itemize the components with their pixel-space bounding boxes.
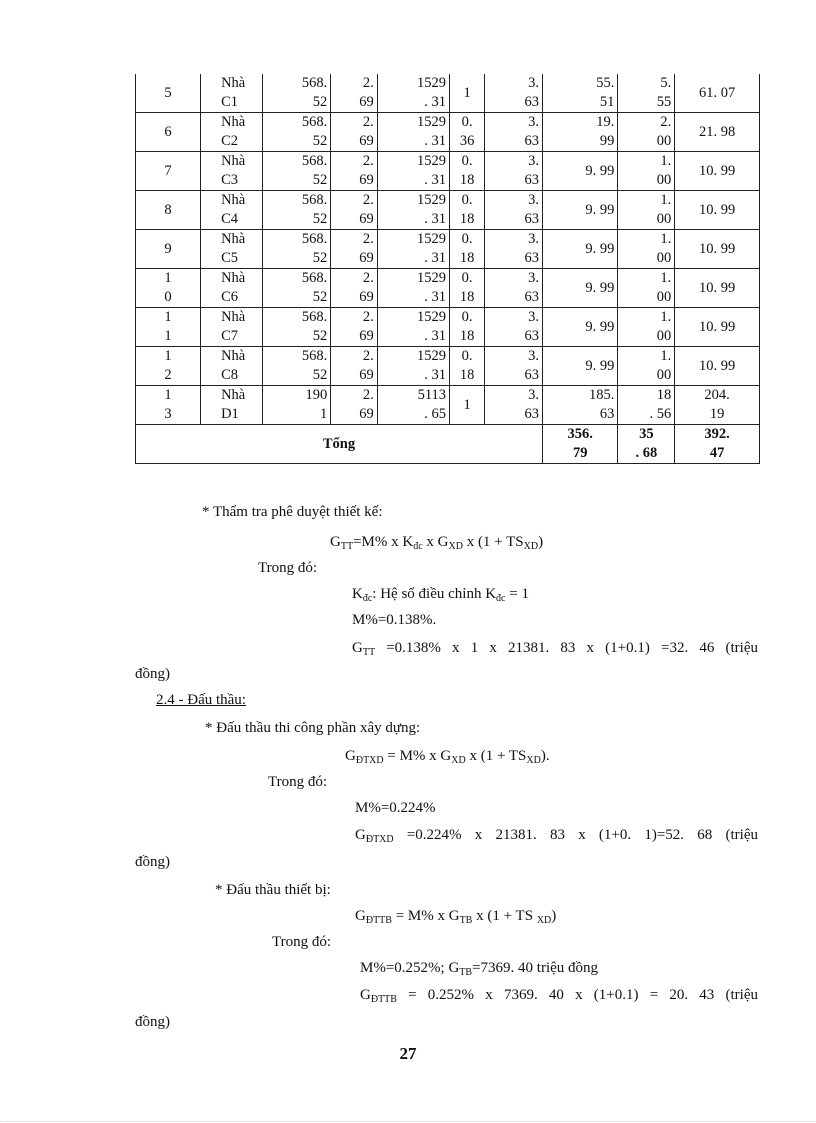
cell-building: Nhà C4: [201, 191, 263, 230]
cell-col5: 3. 63: [485, 269, 543, 308]
cell-col7: 5. 55: [618, 74, 675, 113]
cell-col5: 3. 63: [485, 152, 543, 191]
cell-col3: 1529 . 31: [377, 269, 449, 308]
cell-col2: 2. 69: [331, 347, 377, 386]
cell-col8: 10. 99: [675, 308, 760, 347]
table-row: [136, 386, 760, 425]
construction-calc: $G_{ĐTXD} =0.224\%$ x 21381. 83 x (1+0. 1)=52. 68 (triệu: [355, 827, 758, 845]
cell-col6: 9. 99: [543, 269, 618, 308]
formula-gtt: $G_{TT}=M\%$ x $K_{đc}$ x $G_{XD}$ x $(1 + TS_{XD})$: [330, 534, 544, 552]
table-row: [136, 191, 760, 230]
label-where-2: Trong đó:: [268, 774, 328, 790]
equipment-percent: M%=0.252%; $G_{TB}=7369$. 40 triệu đồng: [360, 960, 599, 978]
table-row: [136, 152, 760, 191]
total-col-b: 35 . 68: [618, 425, 675, 464]
cell-col4: 1: [450, 74, 485, 113]
cell-building: Nhà D1: [201, 386, 263, 425]
cell-building: Nhà C8: [201, 347, 263, 386]
cell-no: 5: [136, 74, 201, 113]
cell-col2: 2. 69: [331, 74, 377, 113]
cell-col2: 2. 69: [331, 269, 377, 308]
cell-col1: 190 1: [263, 386, 331, 425]
cell-building: Nhà C5: [201, 230, 263, 269]
cell-col1: 568. 52: [263, 308, 331, 347]
table-row: [136, 74, 760, 113]
cell-col7: 1. 00: [618, 152, 675, 191]
kdc-definition: $K_{đc}$: Hệ số điều chỉnh $K_{đc} = 1$: [352, 586, 529, 604]
cell-col5: 3. 63: [485, 308, 543, 347]
cell-col1: 568. 52: [263, 347, 331, 386]
cell-col3: 5113 . 65: [377, 386, 449, 425]
equipment-calc: $G_{ĐTTB} = 0.252\%$ x 7369. 40 x (1+0.1) = 20. 43 (triệu: [360, 987, 758, 1005]
footer-divider: [0, 1121, 816, 1122]
table-total-row: [136, 425, 760, 464]
cell-col3: 1529 . 31: [377, 191, 449, 230]
table-row: [136, 113, 760, 152]
cell-col3: 1529 . 31: [377, 74, 449, 113]
cell-col7: 18 . 56: [618, 386, 675, 425]
cell-col1: 568. 52: [263, 230, 331, 269]
cell-col2: 2. 69: [331, 152, 377, 191]
cell-col3: 1529 . 31: [377, 152, 449, 191]
total-col-a: 356. 79: [543, 425, 618, 464]
cell-col8: 10. 99: [675, 347, 760, 386]
cell-building: Nhà C7: [201, 308, 263, 347]
cell-col7: 1. 00: [618, 269, 675, 308]
cell-no: 8: [136, 191, 201, 230]
cell-col5: 3. 63: [485, 386, 543, 425]
cell-col4: 0. 18: [450, 269, 485, 308]
cell-col8: 21. 98: [675, 113, 760, 152]
cell-building: Nhà C2: [201, 113, 263, 152]
cell-col6: 55. 51: [543, 74, 618, 113]
cell-col4: 0. 18: [450, 347, 485, 386]
heading-equipment-bid: * Đấu thầu thiết bị:: [215, 882, 331, 898]
review-percent: M%=0.138%.: [352, 612, 437, 628]
cell-col7: 1. 00: [618, 347, 675, 386]
cell-col5: 3. 63: [485, 230, 543, 269]
cell-col8: 10. 99: [675, 152, 760, 191]
cost-table: [135, 74, 760, 464]
cell-col2: 2. 69: [331, 308, 377, 347]
cell-col1: 568. 52: [263, 74, 331, 113]
cell-col4: 0. 36: [450, 113, 485, 152]
construction-unit: đồng): [135, 854, 170, 870]
cell-no: 1 3: [136, 386, 201, 425]
cell-col6: 19. 99: [543, 113, 618, 152]
cell-no: 9: [136, 230, 201, 269]
cell-col3: 1529 . 31: [377, 308, 449, 347]
section-2-4-title: 2.4 - Đấu thầu:: [156, 692, 246, 708]
cell-col8: 10. 99: [675, 230, 760, 269]
total-col-c: 392. 47: [675, 425, 760, 464]
cell-col8: 10. 99: [675, 191, 760, 230]
formula-gdttb: $G_{ĐTTB} = M\%$ x $G_{TB}$ x (1 + TS $_{XD}$): [355, 908, 557, 926]
cell-col6: 9. 99: [543, 191, 618, 230]
cell-col1: 568. 52: [263, 269, 331, 308]
cell-building: Nhà C3: [201, 152, 263, 191]
cell-col2: 2. 69: [331, 230, 377, 269]
cell-col4: 0. 18: [450, 191, 485, 230]
table-row: [136, 347, 760, 386]
cell-no: 1 2: [136, 347, 201, 386]
cell-no: 1 1: [136, 308, 201, 347]
heading-design-review: * Thẩm tra phê duyệt thiết kế:: [202, 504, 383, 520]
construction-percent: M%=0.224%: [355, 800, 436, 816]
label-where-1: Trong đó:: [258, 560, 318, 576]
cell-col7: 2. 00: [618, 113, 675, 152]
cell-col2: 2. 69: [331, 386, 377, 425]
cell-col5: 3. 63: [485, 74, 543, 113]
cell-col8: 10. 99: [675, 269, 760, 308]
cell-col4: 0. 18: [450, 230, 485, 269]
formula-gdtxd: $G_{ĐTXD} = M\%$ x $G_{XD}$ x $(1 + TS_{XD})$.: [345, 748, 550, 766]
table-row: [136, 308, 760, 347]
cell-col7: 1. 00: [618, 230, 675, 269]
cell-col3: 1529 . 31: [377, 113, 449, 152]
cell-no: 1 0: [136, 269, 201, 308]
cell-col6: 9. 99: [543, 152, 618, 191]
cell-col7: 1. 00: [618, 308, 675, 347]
cell-col5: 3. 63: [485, 113, 543, 152]
cell-col5: 3. 63: [485, 347, 543, 386]
cell-col3: 1529 . 31: [377, 230, 449, 269]
cell-col4: 0. 18: [450, 308, 485, 347]
page-number: 27: [399, 1044, 417, 1063]
cell-col5: 3. 63: [485, 191, 543, 230]
total-label: Tổng: [136, 425, 543, 464]
cell-col4: 0. 18: [450, 152, 485, 191]
cell-col1: 568. 52: [263, 113, 331, 152]
cell-col2: 2. 69: [331, 191, 377, 230]
cell-col6: 185. 63: [543, 386, 618, 425]
cell-building: Nhà C1: [201, 74, 263, 113]
heading-construction-bid: * Đấu thầu thi công phần xây dựng:: [205, 720, 421, 736]
cell-col1: 568. 52: [263, 152, 331, 191]
label-where-3: Trong đó:: [272, 934, 332, 950]
cell-col2: 2. 69: [331, 113, 377, 152]
cell-col4: 1: [450, 386, 485, 425]
table-row: [136, 269, 760, 308]
review-unit: đồng): [135, 666, 170, 682]
cell-building: Nhà C6: [201, 269, 263, 308]
cell-col8: 204. 19: [675, 386, 760, 425]
cell-no: 6: [136, 113, 201, 152]
cell-col7: 1. 00: [618, 191, 675, 230]
cell-col1: 568. 52: [263, 191, 331, 230]
review-calc: $G_{TT} =0.138\%$ x 1 x 21381. 83 x (1+0.1) =32. 46 (triệu: [352, 640, 758, 658]
cell-col8: 61. 07: [675, 74, 760, 113]
cell-no: 7: [136, 152, 201, 191]
cell-col6: 9. 99: [543, 230, 618, 269]
cell-col6: 9. 99: [543, 347, 618, 386]
cell-col3: 1529 . 31: [377, 347, 449, 386]
equipment-unit: đồng): [135, 1014, 170, 1030]
table-row: [136, 230, 760, 269]
cell-col6: 9. 99: [543, 308, 618, 347]
